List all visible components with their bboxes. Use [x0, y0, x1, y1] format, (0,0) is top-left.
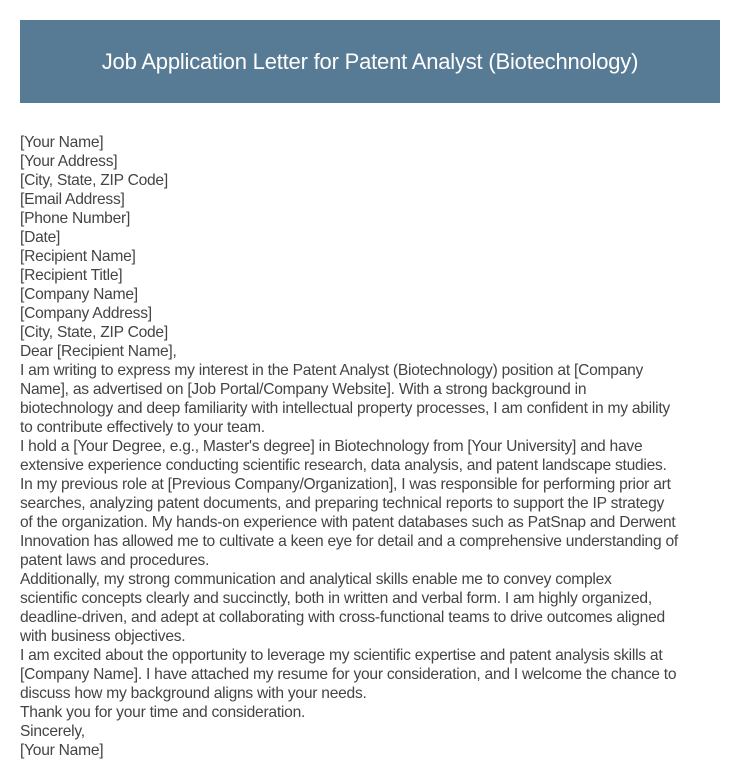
sender-block [20, 133, 722, 247]
paragraph-line: with business objectives. [20, 628, 186, 645]
recipient-company: [Company Name] [20, 286, 138, 303]
paragraph-line: discuss how my background aligns with your needs. [20, 685, 367, 702]
recipient-name: [Recipient Name] [20, 248, 136, 265]
paragraph-line: In my previous role at [Previous Company/Organization], I was responsible for performing prior art [20, 476, 671, 493]
paragraph-experience [20, 437, 722, 570]
recipient-block [20, 247, 722, 342]
sender-email: [Email Address] [20, 191, 125, 208]
paragraph-line: to contribute effectively to your team. [20, 419, 265, 436]
letter-date: [Date] [20, 229, 61, 246]
paragraph-line: of the organization. My hands-on experience with patent databases such as PatSnap and Derwent [20, 514, 676, 531]
paragraph-line: biotechnology and deep familiarity with intellectual property processes, I am confident in my ability [20, 400, 670, 417]
paragraph-line: extensive experience conducting scientific research, data analysis, and patent landscape studies. [20, 457, 667, 474]
sender-address: [Your Address] [20, 153, 118, 170]
signature: [Your Name] [20, 742, 104, 759]
paragraph-line: deadline-driven, and adept at collaborating with cross-functional teams to drive outcomes aligned [20, 609, 665, 626]
recipient-city-state-zip: [City, State, ZIP Code] [20, 324, 168, 341]
paragraph-line: patent laws and procedures. [20, 552, 210, 569]
paragraph-intro [20, 361, 722, 437]
sender-phone: [Phone Number] [20, 210, 131, 227]
recipient-address: [Company Address] [20, 305, 152, 322]
letter-body [20, 133, 722, 760]
sender-city-state-zip: [City, State, ZIP Code] [20, 172, 168, 189]
page-title: Job Application Letter for Patent Analyst (Biotechnology) [101, 48, 639, 74]
paragraph-closing [20, 646, 722, 703]
sender-name: [Your Name] [20, 134, 104, 151]
salutation: Dear [Recipient Name], [20, 343, 177, 360]
thanks-line: Thank you for your time and consideration. [20, 704, 306, 721]
paragraph-skills [20, 570, 722, 646]
paragraph-line: I am excited about the opportunity to leverage my scientific expertise and patent analysis skills at [20, 647, 663, 664]
recipient-title: [Recipient Title] [20, 267, 123, 284]
paragraph-line: searches, analyzing patent documents, and preparing technical reports to support the IP strategy [20, 495, 665, 512]
paragraph-line: I am writing to express my interest in the Patent Analyst (Biotechnology) position at [Company [20, 362, 644, 379]
paragraph-line: Additionally, my strong communication and analytical skills enable me to convey complex [20, 571, 612, 588]
paragraph-line: [Company Name]. I have attached my resume for your consideration, and I welcome the chance to [20, 666, 677, 683]
paragraph-line: Innovation has allowed me to cultivate a keen eye for detail and a comprehensive understanding of [20, 533, 678, 550]
closing-line: Sincerely, [20, 723, 85, 740]
paragraph-line: scientific concepts clearly and succinctly, both in written and verbal form. I am highly organized, [20, 590, 652, 607]
paragraph-line: I hold a [Your Degree, e.g., Master's degree] in Biotechnology from [Your University] and have [20, 438, 643, 455]
paragraph-line: Name], as advertised on [Job Portal/Company Website]. With a strong background in [20, 381, 587, 398]
page-header [20, 20, 720, 103]
